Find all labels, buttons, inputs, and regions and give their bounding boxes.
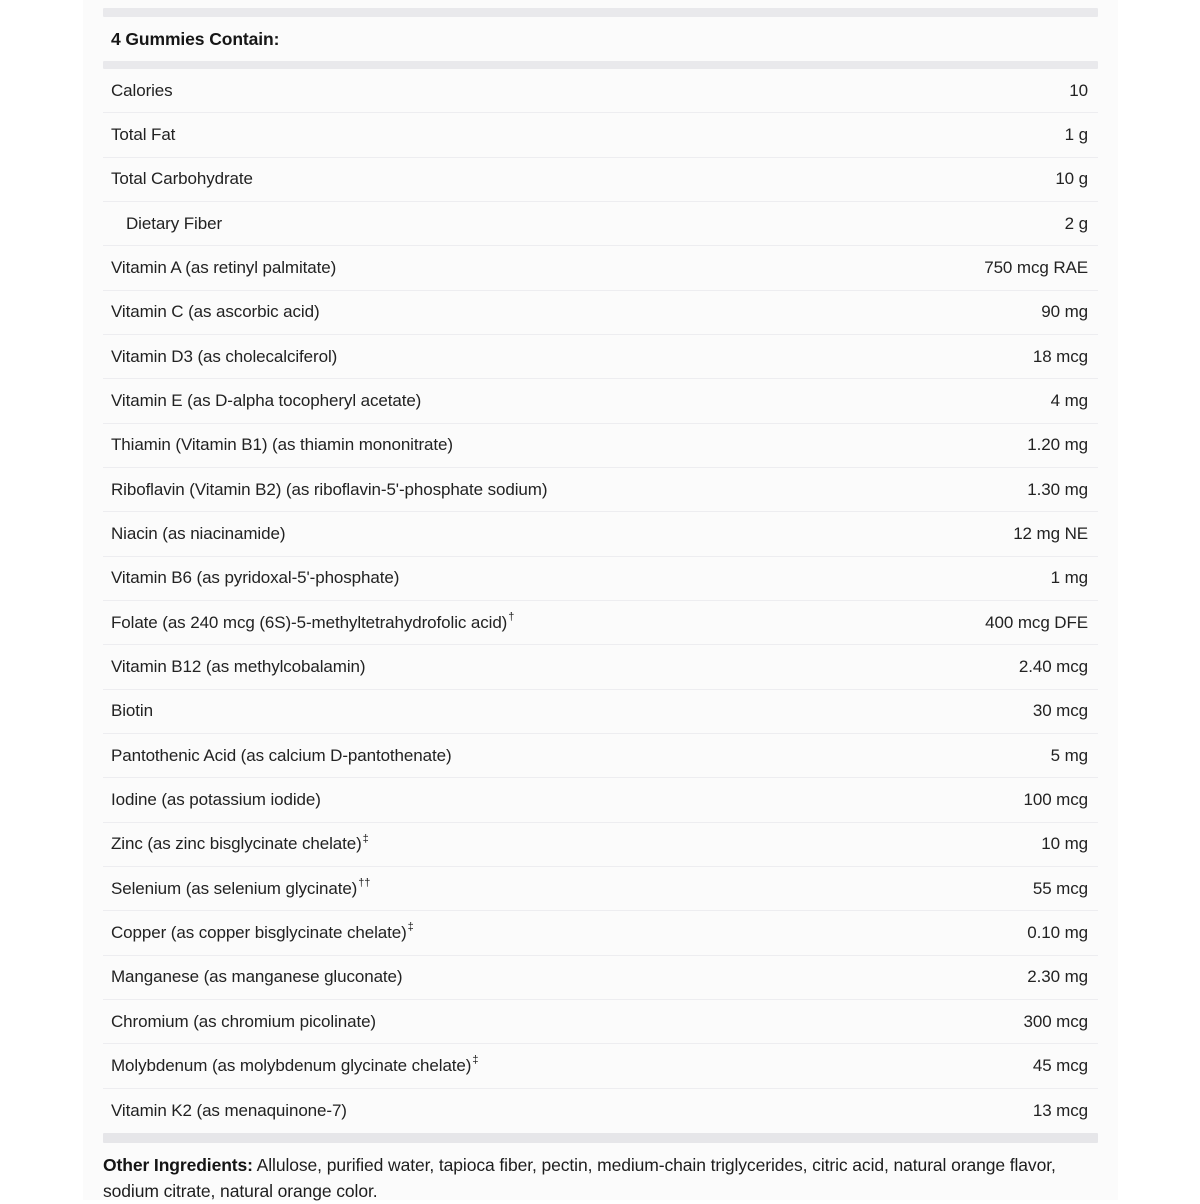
nutrient-amount: 5 mg [1050, 745, 1088, 765]
nutrient-amount: 12 mg NE [1013, 523, 1088, 543]
table-row [103, 291, 1098, 335]
nutrient-name: Vitamin C (as ascorbic acid) [111, 302, 320, 322]
table-row [103, 1000, 1098, 1044]
nutrient-amount: 2.40 mcg [1018, 656, 1088, 676]
nutrient-amount: 90 mg [1041, 302, 1088, 322]
supplement-rows [103, 69, 1098, 1133]
nutrient-name: Vitamin E (as D-alpha tocopheryl acetate) [111, 390, 422, 410]
supplement-facts-table [103, 8, 1098, 1204]
table-row [103, 734, 1098, 778]
top-separator-bar [103, 8, 1098, 17]
nutrient-amount: 30 mcg [1032, 701, 1088, 721]
table-row [103, 557, 1098, 601]
nutrient-name: Folate (as 240 mcg (6S)-5-methyltetrahydrofolic acid)† [111, 610, 515, 632]
nutrient-name: Copper (as copper bisglycinate chelate)‡ [111, 921, 414, 942]
nutrient-name: Vitamin D3 (as cholecalciferol) [111, 346, 338, 366]
nutrient-name: Vitamin B6 (as pyridoxal-5'-phosphate) [111, 568, 400, 588]
table-header-title: 4 Gummies Contain: [111, 28, 280, 49]
table-row [103, 512, 1098, 556]
nutrient-name: Total Carbohydrate [111, 169, 253, 189]
nutrient-name: Thiamin (Vitamin B1) (as thiamin mononitrate) [111, 435, 453, 455]
nutrient-name: Riboflavin (Vitamin B2) (as riboflavin-5'-phosphate sodium) [111, 479, 548, 499]
nutrient-name: Vitamin A (as retinyl palmitate) [111, 257, 337, 277]
nutrient-name: Biotin [111, 701, 153, 721]
table-row [103, 113, 1098, 157]
table-row [103, 823, 1098, 867]
table-row [103, 335, 1098, 379]
nutrient-amount: 13 mcg [1032, 1100, 1088, 1120]
table-row [103, 69, 1098, 113]
nutrient-amount: 45 mcg [1032, 1055, 1088, 1075]
table-row [103, 645, 1098, 689]
footnote-marker: ‡ [472, 1054, 479, 1067]
table-row [103, 690, 1098, 734]
nutrient-amount: 100 mcg [1023, 789, 1088, 809]
nutrient-amount: 750 mcg RAE [984, 257, 1088, 277]
table-row [103, 1044, 1098, 1088]
footnote-marker: †† [358, 876, 371, 889]
bottom-separator-bar [103, 1133, 1098, 1143]
nutrient-amount: 10 g [1055, 169, 1088, 189]
table-row [103, 1089, 1098, 1133]
nutrient-amount: 55 mcg [1032, 878, 1088, 898]
nutrient-amount: 0.10 mg [1027, 922, 1088, 942]
nutrient-name: Dietary Fiber [126, 213, 223, 233]
supplement-facts-panel [83, 0, 1118, 1200]
table-row [103, 379, 1098, 423]
footnote-marker: ‡ [407, 921, 414, 934]
nutrient-name: Molybdenum (as molybdenum glycinate chelate)‡ [111, 1054, 479, 1075]
nutrient-name: Iodine (as potassium iodide) [111, 789, 321, 809]
nutrient-amount: 300 mcg [1023, 1011, 1088, 1031]
table-row [103, 956, 1098, 1000]
nutrient-name: Zinc (as zinc bisglycinate chelate)‡ [111, 832, 369, 854]
nutrient-name: Manganese (as manganese gluconate) [111, 967, 403, 987]
other-ingredients-paragraph [103, 1152, 1098, 1204]
table-row [103, 246, 1098, 290]
table-row [103, 158, 1098, 202]
table-row [103, 424, 1098, 468]
other-ingredients-label: Other Ingredients: [103, 1154, 253, 1175]
nutrient-amount: 10 [1069, 80, 1088, 100]
nutrient-name: Pantothenic Acid (as calcium D-pantothenate) [111, 745, 452, 765]
nutrient-amount: 1.30 mg [1027, 479, 1088, 499]
table-row [103, 202, 1098, 246]
table-row [103, 867, 1098, 911]
footnote-marker: ‡ [362, 832, 369, 845]
nutrient-amount: 18 mcg [1032, 346, 1088, 366]
nutrient-name: Niacin (as niacinamide) [111, 523, 286, 543]
nutrient-name: Chromium (as chromium picolinate) [111, 1011, 376, 1031]
nutrient-name: Vitamin K2 (as menaquinone-7) [111, 1100, 347, 1120]
nutrient-name: Selenium (as selenium glycinate)†† [111, 876, 371, 898]
footnote-marker: † [508, 610, 515, 623]
nutrient-amount: 2.30 mg [1027, 967, 1088, 987]
table-row [103, 911, 1098, 955]
table-row [103, 601, 1098, 645]
nutrient-amount: 1 mg [1050, 568, 1088, 588]
table-row [103, 468, 1098, 512]
nutrient-amount: 2 g [1064, 213, 1088, 233]
other-ingredients-text: Allulose, purified water, tapioca fiber, pectin, medium-chain triglycerides, citric acid, natural orange flavor, sodium citrate, natural orange color. [103, 1154, 1056, 1201]
nutrient-amount: 10 mg [1041, 834, 1088, 854]
nutrient-amount: 1 g [1064, 124, 1088, 144]
nutrient-name: Calories [111, 80, 173, 100]
nutrient-name: Vitamin B12 (as methylcobalamin) [111, 656, 366, 676]
nutrient-amount: 4 mg [1050, 390, 1088, 410]
table-row [103, 778, 1098, 822]
header-separator-bar [103, 61, 1098, 69]
table-header-row [103, 17, 1098, 61]
nutrient-amount: 1.20 mg [1027, 435, 1088, 455]
nutrient-amount: 400 mcg DFE [985, 612, 1088, 632]
nutrient-name: Total Fat [111, 124, 176, 144]
